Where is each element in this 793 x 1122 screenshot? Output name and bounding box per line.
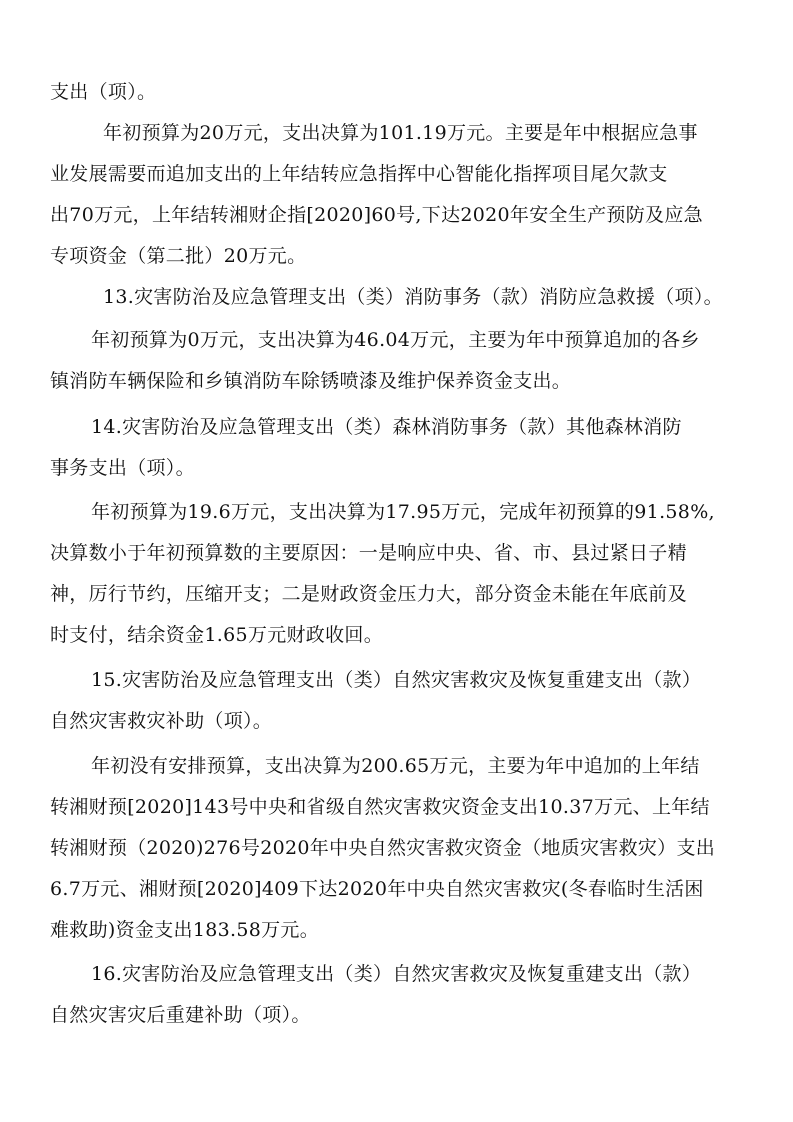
text-line: 年初预算为0万元，支出决算为46.04万元，主要为年中预算追加的各乡 bbox=[91, 329, 700, 351]
section-heading-16: 16.灾害防治及应急管理支出（类）自然灾害救灾及恢复重建支出（款） bbox=[91, 963, 702, 985]
text-line: 专项资金（第二批）20万元。 bbox=[50, 245, 307, 267]
text-line: 6.7万元、湘财预[2020]409下达2020年中央自然灾害救灾(冬春临时生活困 bbox=[50, 878, 704, 900]
text-line: 神，厉行节约，压缩开支；二是财政资金压力大，部分资金未能在年底前及 bbox=[50, 583, 687, 605]
section-heading-13: 13.灾害防治及应急管理支出（类）消防事务（款）消防应急救援（项）。 bbox=[103, 286, 723, 308]
section-heading-15: 15.灾害防治及应急管理支出（类）自然灾害救灾及恢复重建支出（款） bbox=[91, 669, 702, 691]
text-line: 年初没有安排预算，支出决算为200.65万元，主要为年中追加的上年结 bbox=[91, 755, 700, 777]
section-heading-14: 14.灾害防治及应急管理支出（类）森林消防事务（款）其他森林消防 bbox=[91, 416, 682, 438]
text-line: 转湘财预（2020)276号2020年中央自然灾害救灾资金（地质灾害救灾）支出 bbox=[50, 837, 716, 859]
text-line: 出70万元，上年结转湘财企指[2020]60号,下达2020年安全生产预防及应急 bbox=[50, 204, 703, 226]
text-line: 年初预算为20万元，支出决算为101.19万元。主要是年中根据应急事 bbox=[103, 122, 698, 144]
section-heading-15-cont: 自然灾害救灾补助（项）。 bbox=[50, 710, 273, 732]
text-line: 支出（项）。 bbox=[50, 81, 157, 103]
text-line: 时支付，结余资金1.65万元财政收回。 bbox=[50, 624, 384, 646]
text-line: 决算数小于年初预算数的主要原因：一是响应中央、省、市、县过紧日子精 bbox=[50, 542, 687, 564]
section-heading-16-cont: 自然灾害灾后重建补助（项）。 bbox=[50, 1004, 311, 1026]
text-line: 转湘财预[2020]143号中央和省级自然灾害救灾资金支出10.37万元、上年结 bbox=[50, 796, 710, 818]
text-line: 业发展需要而追加支出的上年结转应急指挥中心智能化指挥项目尾欠款支 bbox=[50, 163, 668, 185]
text-line: 年初预算为19.6万元，支出决算为17.95万元，完成年初预算的91.58%, bbox=[91, 501, 715, 523]
section-heading-14-cont: 事务支出（项）。 bbox=[50, 457, 195, 479]
text-line: 镇消防车辆保险和乡镇消防车除锈喷漆及维护保养资金支出。 bbox=[50, 370, 572, 392]
text-line: 难救助)资金支出183.58万元。 bbox=[50, 919, 319, 941]
